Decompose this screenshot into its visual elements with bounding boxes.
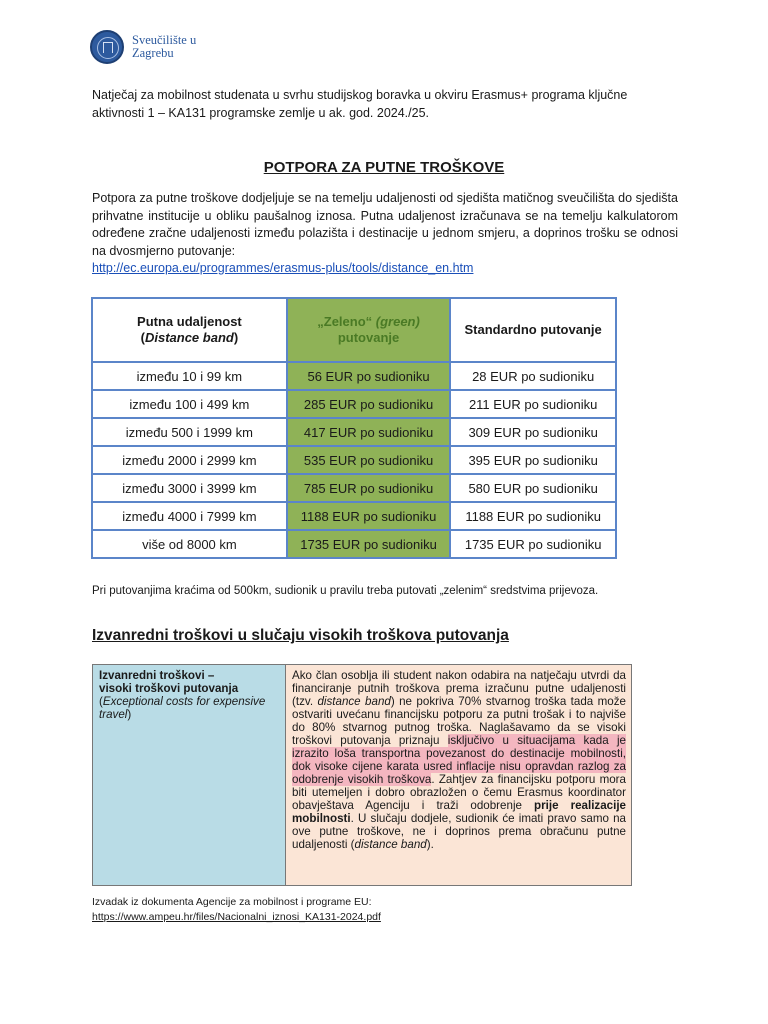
table-header-row: [92, 298, 616, 362]
exc-text-1: Ako član osoblja ili student nakon odabira na natječaju utvrdi da financiranje putnih troškova prema izračunu putne udaljenosti (tzv.: [292, 669, 626, 708]
exc-paren-open: (: [99, 695, 103, 708]
table-row: [92, 530, 616, 558]
cell-green: 785 EUR po sudioniku: [287, 474, 450, 502]
cell-green: 56 EUR po sudioniku: [287, 362, 450, 390]
header-distance-paren-open: (: [140, 330, 145, 345]
header-standard-travel: Standardno putovanje: [450, 298, 616, 362]
table-row: [92, 446, 616, 474]
exceptional-costs-label: [93, 665, 286, 885]
header-distance-line1: Putna udaljenost: [137, 314, 242, 329]
cell-green: 535 EUR po sudioniku: [287, 446, 450, 474]
table-row: [92, 474, 616, 502]
cell-distance: između 100 i 499 km: [92, 390, 287, 418]
green-travel-note: Pri putovanjima kraćima od 500km, sudionik u pravilu treba putovati „zelenim“ sredstvima prijevoza.: [92, 585, 599, 597]
cell-distance: između 3000 i 3999 km: [92, 474, 287, 502]
exc-bold: prije realizacije mobilnosti: [292, 799, 626, 825]
header-distance-paren-close: ): [233, 330, 239, 345]
source-note: [92, 895, 381, 925]
header-green-line2: putovanje: [337, 330, 400, 345]
source-link[interactable]: https://www.ampeu.hr/files/Nacionalni_iznosi_KA131-2024.pdf: [92, 911, 381, 923]
header-green-italic: (green): [375, 314, 420, 329]
cell-green: 1188 EUR po sudioniku: [287, 502, 450, 530]
exceptional-costs-description: [286, 665, 631, 885]
header-green-prefix: „Zeleno“: [317, 314, 376, 329]
university-logo: [90, 30, 196, 64]
exc-text-3: . Zahtjev za financijsku potporu mora biti utemeljen i dobro obrazložen o čemu Erasmus koordinator obavještava Agenciju i traži odobrenje: [292, 773, 626, 812]
cell-standard: 1735 EUR po sudioniku: [450, 530, 616, 558]
table-row: [92, 362, 616, 390]
cell-distance: između 500 i 1999 km: [92, 418, 287, 446]
exceptional-costs-heading: Izvanredni troškovi u slučaju visokih troškova putovanja: [92, 627, 509, 644]
paragraph-text: Potpora za putne troškove dodjeljuje se na temelju udaljenosti od sjedišta matičnog sveučilišta do sjedišta prihvatne institucije u obliku paušalnog iznosa. Putna udaljenost izračunava se na temelju kalkulatorom određene zračne udaljenosti između polazišta i destinacije u jednom smjeru, a doprinos trošku se odnosi na dvosmjerno putovanje:: [92, 191, 678, 258]
cell-green: 285 EUR po sudioniku: [287, 390, 450, 418]
exceptional-costs-box: [92, 664, 632, 886]
header-green-travel: [287, 298, 450, 362]
cell-standard: 309 EUR po sudioniku: [450, 418, 616, 446]
exc-italic-1: distance band: [317, 695, 391, 708]
cell-green: 417 EUR po sudioniku: [287, 418, 450, 446]
exc-text-2: ) ne pokriva 70% stvarnog troška tada može ostvariti uvećanu financijsku potporu za putni trošak i to najviše do 80% stvarnog putnog troška. Naglašavamo da se visoki troškovi putovanja priznaju: [292, 695, 626, 747]
exc-highlight: isključivo u situacijama kada je izrazito loša transportna povezanost do destinacije mobilnosti, dok visoke cijene karata usred inflacije nisu opravdan razlog za odobrenje visokih troškova: [292, 734, 626, 786]
logo-line-1: Sveučilište u: [132, 33, 197, 47]
exc-text-4: . U slučaju dodjele, sudionik će imati pravo samo na ove putne troškove, ne i doprinos prema obračunu putne udaljenosti (: [292, 812, 626, 851]
exc-title-2: visoki troškovi putovanja: [99, 682, 239, 695]
cell-standard: 211 EUR po sudioniku: [450, 390, 616, 418]
exc-text-5: ).: [426, 838, 434, 851]
exc-english-term: Exceptional costs for expensive travel: [99, 695, 266, 721]
exc-title-1: Izvanredni troškovi –: [99, 669, 215, 682]
header-distance: [92, 298, 287, 362]
table-row: [92, 418, 616, 446]
intro-text: Natječaj za mobilnost studenata u svrhu studijskog boravka u okviru Erasmus+ programa ključne aktivnosti 1 – KA131 programske zemlje u ak. god. 2024./25.: [92, 88, 628, 120]
exc-paren-close: ): [127, 708, 132, 721]
cell-standard: 395 EUR po sudioniku: [450, 446, 616, 474]
cell-distance: između 4000 i 7999 km: [92, 502, 287, 530]
cell-standard: 580 EUR po sudioniku: [450, 474, 616, 502]
distance-calculator-link[interactable]: http://ec.europa.eu/programmes/erasmus-plus/tools/distance_en.htm: [92, 261, 474, 275]
university-seal-icon: [90, 30, 124, 64]
table-row: [92, 390, 616, 418]
cell-distance: između 2000 i 2999 km: [92, 446, 287, 474]
logo-line-2: Zagrebu: [132, 46, 174, 60]
header-distance-italic: Distance band: [144, 330, 234, 345]
table-row: [92, 502, 616, 530]
page-title: POTPORA ZA PUTNE TROŠKOVE: [263, 159, 505, 176]
source-text: Izvadak iz dokumenta Agencije za mobilnost i programe EU:: [92, 896, 372, 908]
cell-standard: 1188 EUR po sudioniku: [450, 502, 616, 530]
university-name: [132, 34, 196, 60]
cell-standard: 28 EUR po sudioniku: [450, 362, 616, 390]
cell-distance: više od 8000 km: [92, 530, 287, 558]
travel-support-paragraph: [92, 190, 678, 278]
cell-green: 1735 EUR po sudioniku: [287, 530, 450, 558]
exc-italic-2: distance band: [354, 838, 427, 851]
cell-distance: između 10 i 99 km: [92, 362, 287, 390]
distance-band-table: [91, 297, 617, 559]
